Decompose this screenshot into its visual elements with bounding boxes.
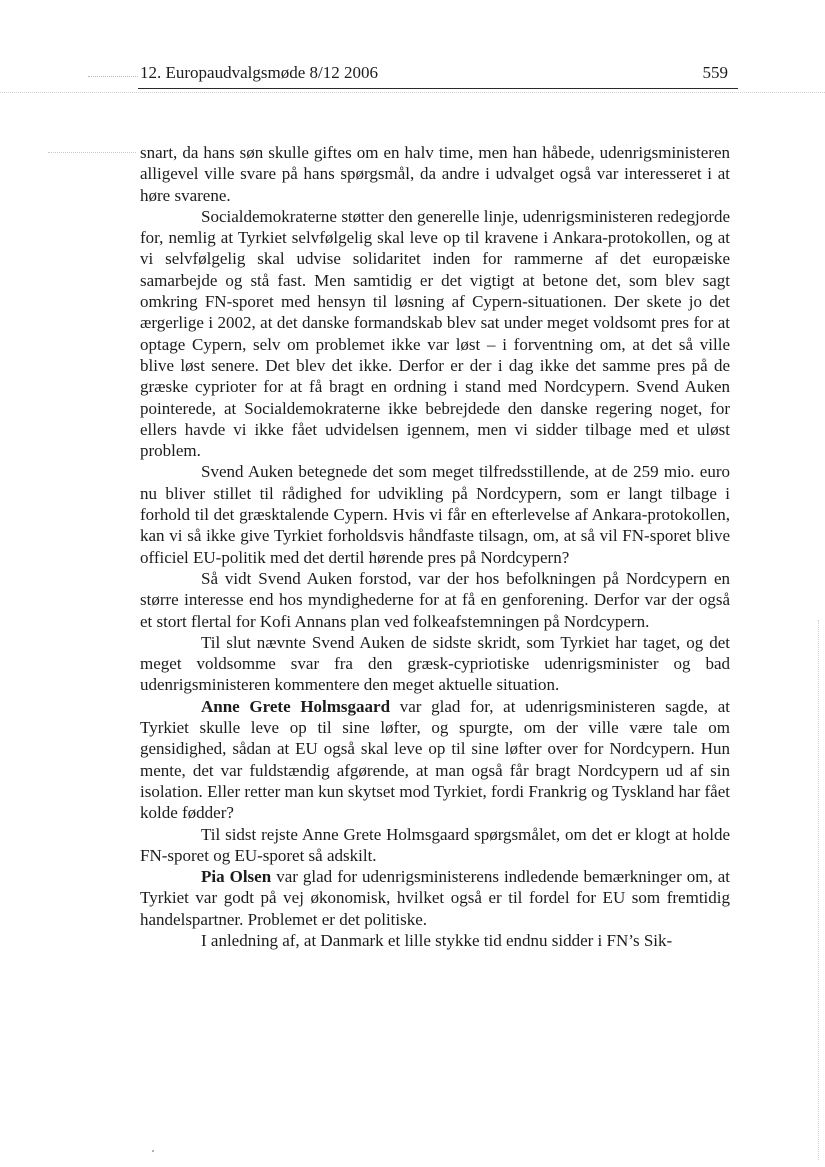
paragraph [140,461,730,567]
paragraph-text: Så vidt Svend Auken forstod, var der hos befolkningen på Nordcypern en større interesse end hos myndighederne for at få en genforening. Derfor var der også et stort flertal for Kofi Annans plan ved folkeafstemningen på Nordcypern. [140,568,730,631]
paragraph-text: Til slut nævnte Svend Auken de sidste skridt, som Tyrkiet har taget, og det meget voldsomme svar fra den græsk-cypriotiske udenrigsminister og bad udenrigsministeren kommentere den meget aktuelle situation. [140,632,730,695]
paragraph-text: var glad for udenrigsministerens indledende bemærkninger om, at Tyrkiet var godt på vej økonomisk, hvilket også er til fordel for EU som fremtidig handelspartner. Problemet er det politiske. [140,867,730,929]
paragraph-text: Svend Auken betegnede det som meget tilfredsstillende, at de 259 mio. euro nu bliver stillet til rådighed for udvikling på Nordcypern, som er langt tilbage i forhold til det græsktalende Cypern. Hvis vi får en efterlevelse af Ankara-protokollen, kan vi så ikke give Tyrkiet forholdsvis håndfaste tilsagn, om, at så vil FN-sporet blive officiel EU-politik med det dertil hørende pres på Nordcypern? [140,462,730,567]
page-number: 559 [702,63,728,82]
paragraph [140,866,730,930]
running-header-title: 12. Europaudvalgsmøde 8/12 2006 [140,63,378,82]
paragraph [140,568,730,632]
scan-speck [152,1150,154,1152]
scan-artifact-line [48,152,136,153]
paragraph [140,824,730,867]
paragraph [140,696,730,824]
scan-artifact-line [88,76,138,77]
body-text [140,142,730,951]
paragraph [140,206,730,462]
scan-edge-artifact [818,620,819,1160]
header-rule [138,88,738,89]
paragraph-text: var glad for, at udenrigsministeren sagde, at Tyrkiet skulle leve op til sine løfter, og spurgte, om der ville være tale om gensidighed, sådan at EU også skal leve op til sine løfter over for Nordcypern. Hun mente, det var fuldstændig afgørende, at man også får bragt Nordcypern ud af sin isolation. Eller retter man kun skytset mod Tyrkiet, fordi Frankrig og Tyskland har fået kolde fødder? [140,696,731,823]
paragraph [140,142,730,206]
paragraph-text: snart, da hans søn skulle giftes om en halv time, men han håbede, udenrigsministeren alligevel ville svare på hans spørgsmål, da andre i udvalget også var interesseret i at høre svarene. [140,143,730,205]
speaker-name: Pia Olsen [201,867,272,887]
running-header [140,62,738,86]
paragraph-text: Til sidst rejste Anne Grete Holmsgaard spørgsmålet, om det er klogt at holde FN-sporet og EU-sporet så adskilt. [140,824,730,865]
scan-artifact-line [0,92,825,93]
paragraph [140,930,730,951]
paragraph-text: Socialdemokraterne støtter den generelle linje, udenrigsministeren redegjorde for, nemlig at Tyrkiet selvfølgelig skal leve op til kravene i Ankara-protokollen, og at vi selvfølgelig skal udvise solidaritet inden for rammerne af det europæiske samarbejde og stå fast. Men samtidig er det vigtigt at betone det, som blev sagt omkring FN-sporet med hensyn til løsning af Cypern-situationen. Der skete jo det ærgerlige i 2002, at det danske formandskab blev sat under meget voldsomt pres for at optage Cypern, selv om problemet ikke var løst – i forventning om, at det så ville blive løst senere. Det blev det ikke. Derfor er der i dag ikke det samme pres på de græske cyprioter for at få bragt en ordning i stand med Nordcypern. Svend Auken pointerede, at Socialdemokraterne ikke bebrejdede den danske regering noget, for ellers havde vi ikke fået udvidelsen igennem, men vi sidder tilbage med et uløst problem. [140,206,730,461]
paragraph [140,632,730,696]
paragraph-text: I anledning af, at Danmark et lille stykke tid endnu sidder i FN’s Sik- [201,930,673,950]
speaker-name: Anne Grete Holmsgaard [201,696,391,716]
